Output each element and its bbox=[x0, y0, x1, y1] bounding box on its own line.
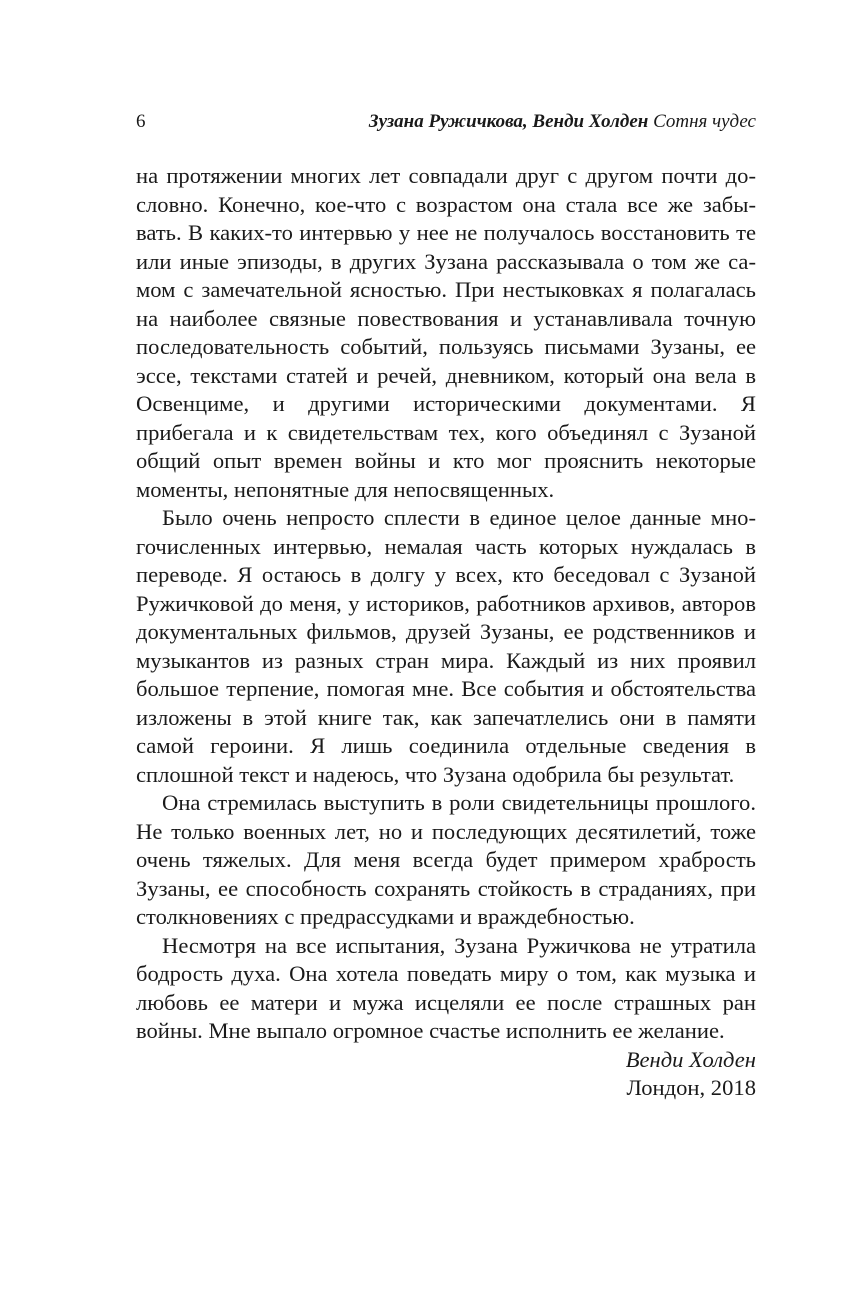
signature-block bbox=[136, 1046, 756, 1103]
paragraph: Было очень непросто сплести в единое целое данные многочисленных интервью, немалая часть которых нуждалась в переводе. Я остаюсь в долгу у всех, кто беседовал с Зузаной Ружичковой до меня, у историков, работников архивов, авторов документальных фильмов, друзей Зузаны, ее родственников и музыкантов из разных стран мира. Каждый из них проявил большое терпение, помогая мне. Все события и обстоятельства изложены в этой книге так, как запечатлелись они в памяти самой героини. Я лишь соединила отдельные сведения в сплошной текст и надеюсь, что Зузана одобрила бы результат. bbox=[136, 505, 756, 787]
paragraph-continuation: на протяжении многих лет совпадали друг с другом почти дословно. Конечно, кое-что с возрастом она стала все же забывать. В каких-то интервью у нее не получалось восстановить те или иные эпизоды, в других Зузана рассказывала о том же самом с замечательной ясностью. При нестыковках я полагалась на наиболее связные повествования и устанавливала точную последовательность событий, пользуясь письмами Зузаны, ее эссе, текстами статей и речей, дневником, который она вела в Освенциме, и другими историческими документами. Я прибегала и к свидетельствам тех, кого объединял с Зузаной общий опыт времен войны и кто мог прояснить некоторые моменты, непонятные для непосвященных. bbox=[136, 163, 756, 502]
page-number: 6 bbox=[136, 111, 146, 132]
paragraph: Несмотря на все испытания, Зузана Ружичкова не утратила бодрость духа. Она хотела поведать миру о том, как музыка и любовь ее матери и мужа исцеляли ее после страшных ран войны. Мне выпало огромное счастье исполнить ее желание. bbox=[136, 932, 756, 1043]
paragraph: Она стремилась выступить в роли свидетельницы прошлого. Не только военных лет, но и последующих десятилетий, тоже очень тяжелых. Для меня всегда будет примером храбрость Зузаны, ее способность сохранять стойкость в страданиях, при столкновениях с предрассудками и враждебностью. bbox=[136, 790, 756, 929]
running-head-right bbox=[369, 108, 756, 136]
signature-name: Венди Холден bbox=[625, 1046, 756, 1072]
running-head-authors: Зузана Ружичкова, Венди Холден bbox=[368, 111, 649, 132]
signature-place-date: Лондон, 2018 bbox=[626, 1075, 756, 1100]
body-text bbox=[136, 162, 756, 1103]
running-head bbox=[136, 108, 756, 136]
running-head-book-title: Сотня чудес bbox=[653, 111, 756, 132]
